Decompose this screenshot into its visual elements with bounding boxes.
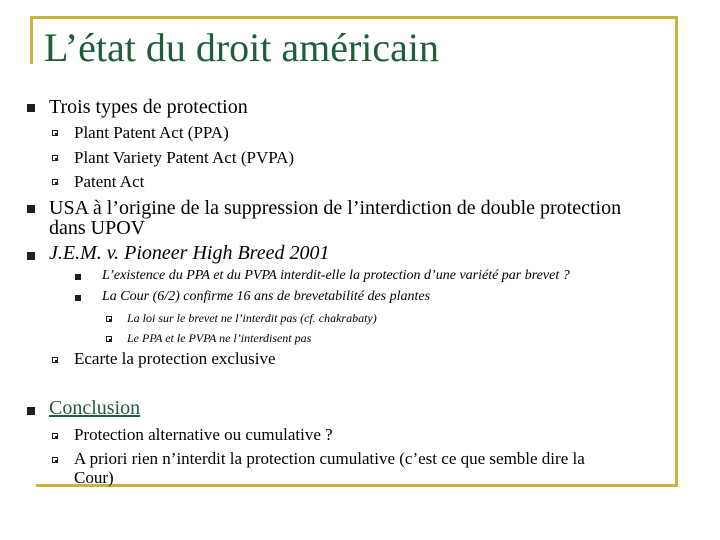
sub-bullet-text-continued: Cour) (74, 468, 114, 487)
sub-bullet-text: Patent Act (74, 172, 145, 191)
frame-top-rule (30, 16, 678, 19)
square-bullet-icon (27, 252, 35, 260)
sub-bullet-text: Ecarte la protection exclusive (74, 349, 276, 368)
hollow-square-bullet-icon (52, 457, 58, 463)
sub-bullet-text: La Cour (6/2) confirme 16 ans de brevetabilité des plantes (102, 289, 431, 304)
sub-sub-bullet-text: La loi sur le brevet ne l’interdit pas (cf. chakrabaty) (127, 311, 377, 325)
bullet-text-continued: dans UPOV (49, 217, 146, 239)
square-bullet-icon (27, 205, 35, 213)
hollow-square-bullet-icon (52, 155, 58, 161)
bullet-text: USA à l’origine de la suppression de l’interdiction de double protection (49, 197, 622, 219)
frame-bottom-rule (36, 484, 678, 487)
conclusion-link[interactable]: Conclusion (49, 397, 141, 419)
sub-bullet-text: Protection alternative ou cumulative ? (74, 425, 333, 444)
hollow-square-bullet-icon (52, 179, 58, 185)
bullet-text: J.E.M. v. Pioneer High Breed 2001 (49, 242, 330, 264)
bullet-text: Trois types de protection (49, 96, 248, 118)
sub-bullet-text: Plant Patent Act (PPA) (74, 123, 229, 142)
square-bullet-icon (27, 407, 35, 415)
small-square-bullet-icon (75, 295, 81, 301)
small-square-bullet-icon (75, 274, 81, 280)
hollow-square-bullet-icon (52, 433, 58, 439)
sub-bullet-text: L’existence du PPA et du PVPA interdit-elle la protection d’une variété par brevet ? (102, 268, 570, 283)
frame-left-rule (30, 16, 33, 64)
hollow-square-bullet-icon (52, 357, 58, 363)
sub-bullet-text: A priori rien n’interdit la protection cumulative (c’est ce que semble dire la (74, 449, 585, 468)
frame-right-rule (675, 16, 678, 486)
hollow-square-bullet-icon (106, 336, 112, 342)
hollow-square-bullet-icon (52, 130, 58, 136)
slide-title: L’état du droit américain (44, 25, 440, 70)
sub-bullet-text: Plant Variety Patent Act (PVPA) (74, 148, 295, 167)
sub-sub-bullet-text: Le PPA et le PVPA ne l’interdisent pas (127, 331, 312, 345)
hollow-square-bullet-icon (106, 316, 112, 322)
square-bullet-icon (27, 104, 35, 112)
